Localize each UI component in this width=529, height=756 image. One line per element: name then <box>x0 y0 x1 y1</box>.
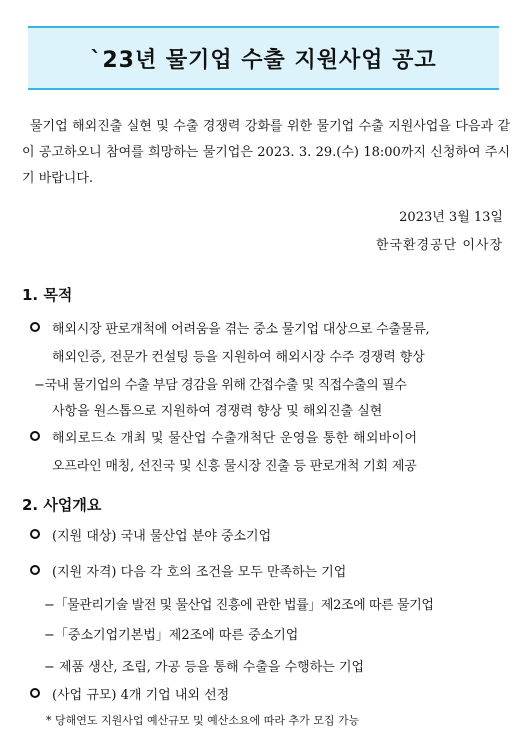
section-heading-overview: 2. 사업개요 <box>22 496 102 514</box>
eligibility-item-3: − 제품 생산, 조립, 가공 등을 통해 수출을 수행하는 기업 <box>44 660 365 675</box>
circle-bullet-icon <box>30 322 40 332</box>
overview-target: (지원 대상) 국내 물산업 분야 중소기업 <box>52 529 272 544</box>
section-heading-purpose: 1. 목적 <box>22 286 73 304</box>
circle-bullet-icon <box>30 529 40 539</box>
purpose-line-5: 해외로드쇼 개최 및 물산업 수출개척단 운영을 통한 해외바이어 <box>52 431 418 446</box>
eligibility-item-2: −「중소기업기본법」제2조에 따른 중소기업 <box>44 628 299 643</box>
circle-bullet-icon <box>30 565 40 575</box>
overview-scale: (사업 규모) 4개 기업 내외 선정 <box>52 688 230 703</box>
eligibility-item-1: −「물관리기술 발전 및 물산업 진흥에 관한 법률」제2조에 따른 물기업 <box>44 598 434 613</box>
purpose-line-2: 해외인증, 전문가 컨설팅 등을 지원하여 해외시장 수주 경쟁력 향상 <box>52 350 425 365</box>
purpose-line-4: 사항을 원스톱으로 지원하여 경쟁력 향상 및 해외진출 실현 <box>52 404 383 419</box>
notice-title: `23년 물기업 수출 지원사업 공고 <box>28 26 499 90</box>
overview-eligibility: (지원 자격) 다음 각 호의 조건을 모두 만족하는 기업 <box>52 565 347 580</box>
circle-bullet-icon <box>30 688 40 698</box>
scale-footnote: * 당해연도 지원사업 예산규모 및 예산소요에 따라 추가 모집 가능 <box>46 714 360 727</box>
purpose-line-6: 오프라인 매칭, 선진국 및 신흥 물시장 진출 등 판로개척 기회 제공 <box>52 459 417 474</box>
circle-bullet-icon <box>30 431 40 441</box>
issuer-organization: 한국환경공단 이사장 <box>375 238 503 253</box>
purpose-line-3: −국내 물기업의 수출 부담 경감을 위해 간접수출 및 직접수출의 필수 <box>34 378 407 393</box>
purpose-line-1: 해외시장 판로개척에 어려움을 겪는 중소 물기업 대상으로 수출물류, <box>52 322 430 337</box>
intro-paragraph: 물기업 해외진출 실현 및 수출 경쟁력 강화를 위한 물기업 수출 지원사업을 다음과 같이 공고하오니 참여를 희망하는 물기업은 2023. 3. 29.(수) 18:00까지 신청하여 주시기 바랍니다. <box>22 119 510 186</box>
notice-date: 2023년 3월 13일 <box>399 210 503 225</box>
